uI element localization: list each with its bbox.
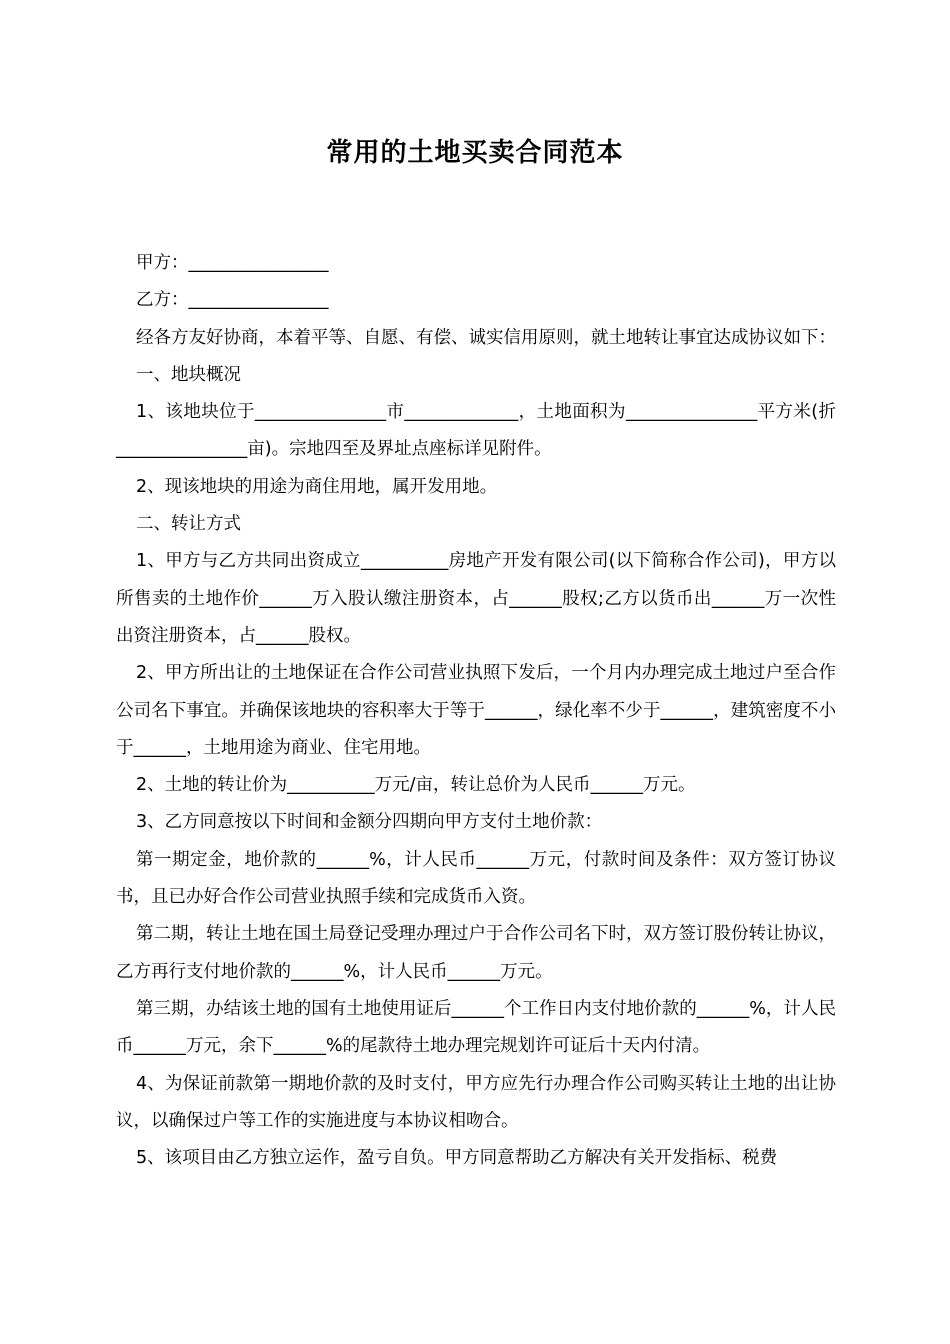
clause-independent-operation: 5、该项目由乙方独立运作，盈亏自负。甲方同意帮助乙方解决有关开发指标、税费 (136, 1148, 778, 1169)
section-heading-land-overview: 一、地块概况 (136, 364, 241, 385)
clause-land-use: 2、现该地块的用途为商住用地，属开发用地。 (136, 476, 498, 497)
party-a-line: 甲方：________________ (136, 253, 329, 273)
preamble-paragraph: 经各方友好协商，本着平等、自愿、有偿、诚实信用原则，就土地转让事宜达成协议如下： (136, 327, 836, 348)
document-title: 常用的土地买卖合同范本 (326, 138, 624, 168)
section-heading-transfer-method: 二、转让方式 (136, 514, 241, 535)
clause-payment-schedule: 3、乙方同意按以下时间和金额分四期向甲方支付土地价款： (136, 812, 603, 833)
clause-land-location: 1、该地块位于_______________市_____________，土地面积为_______________平方米(折_______________亩)。宗地四至及界址点座标详见附件。 (116, 402, 836, 460)
payment-phase-1: 第一期定金，地价款的______%，计人民币______万元，付款时间及条件：双方签订协议书，且已办好合作公司营业执照手续和完成货币入资。 (116, 849, 836, 908)
clause-payment-guarantee: 4、为保证前款第一期地价款的及时支付，甲方应先行办理合作公司购买转让土地的出让协议，以确保过户等工作的实施进度与本协议相吻合。 (116, 1073, 836, 1131)
clause-joint-company: 1、甲方与乙方共同出资成立__________房地产开发有限公司(以下简称合作公司)，甲方以所售卖的土地作价______万入股认缴注册资本，占______股权;乙方以货币出______万一次性出资注册资本，占______股权。 (116, 551, 836, 646)
document-body (116, 245, 836, 1177)
payment-phase-3: 第三期，办结该土地的国有土地使用证后______个工作日内支付地价款的______%，计人民币______万元，余下______%的尾款待土地办理完规划许可证后十天内付清。 (116, 998, 836, 1057)
party-b-line: 乙方：________________ (136, 290, 329, 311)
clause-title-transfer: 2、甲方所出让的土地保证在合作公司营业执照下发后，一个月内办理完成土地过户至合作公司名下事宜。并确保该地块的容积率大于等于______，绿化率不少于______，建筑密度不小于______，土地用途为商业、住宅用地。 (116, 663, 836, 758)
clause-transfer-price: 2、土地的转让价为__________万元/亩，转让总价为人民币______万元。 (136, 775, 696, 796)
payment-phase-2: 第二期，转让土地在国土局登记受理办理过户于合作公司名下时，双方签订股份转让协议，乙方再行支付地价款的______%，计人民币______万元。 (116, 924, 836, 982)
